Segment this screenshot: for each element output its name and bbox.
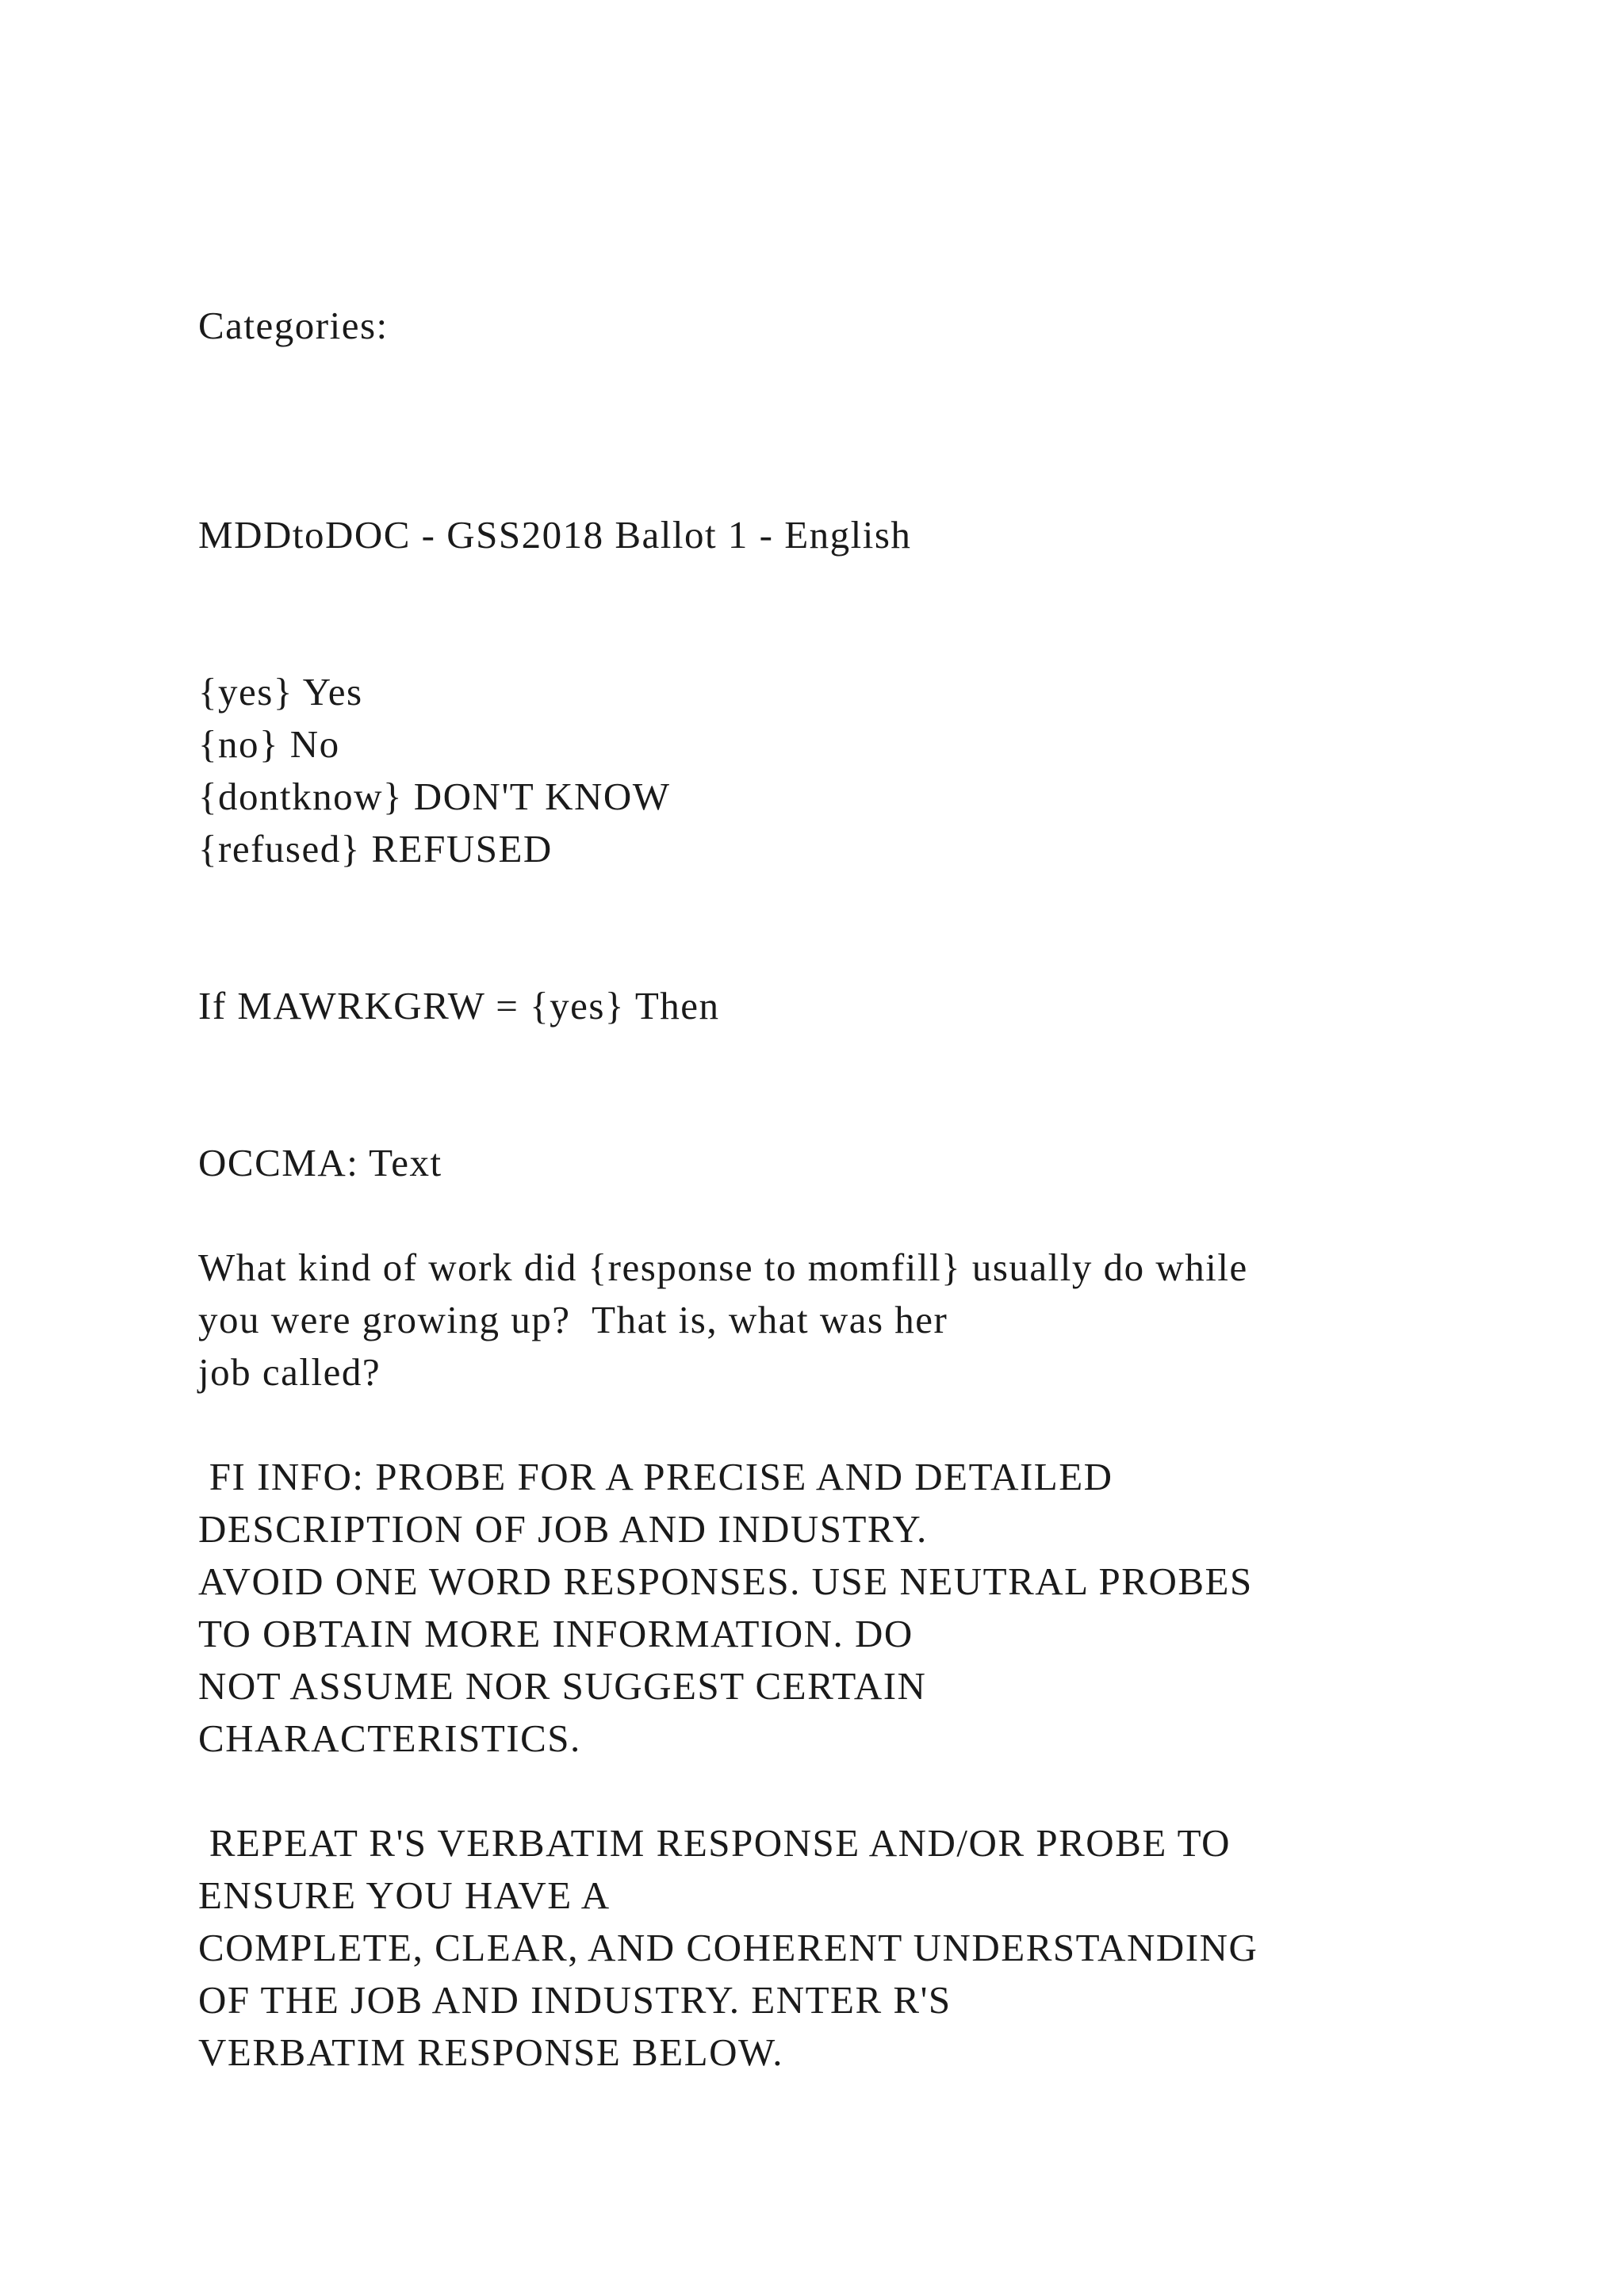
question-line: you were growing up? That is, what was her [198,1298,948,1341]
source-title: MDDtoDOC - GSS2018 Ballot 1 - English [198,513,912,557]
fi-info-line: CHARACTERISTICS. [198,1716,581,1760]
repeat-line: OF THE JOB AND INDUSTRY. ENTER R'S [198,1978,952,2022]
variable-label: OCCMA: Text [198,1141,442,1184]
option-dontknow: {dontknow} DON'T KNOW [198,775,671,818]
repeat-line: REPEAT R'S VERBATIM RESPONSE AND/OR PROBE TO [198,1821,1231,1865]
option-refused: {refused} REFUSED [198,827,553,871]
option-no: {no} No [198,722,340,766]
question-line: job called? [198,1350,381,1394]
repeat-line: ENSURE YOU HAVE A [198,1873,611,1917]
repeat-line: VERBATIM RESPONSE BELOW. [198,2030,783,2074]
fi-info-line: AVOID ONE WORD RESPONSES. USE NEUTRAL PROBES [198,1559,1253,1603]
option-yes: {yes} Yes [198,670,363,714]
repeat-line: COMPLETE, CLEAR, AND COHERENT UNDERSTANDING [198,1926,1258,1969]
fi-info-line: FI INFO: PROBE FOR A PRECISE AND DETAILED [198,1455,1113,1498]
condition-line: If MAWRKGRW = {yes} Then [198,984,720,1027]
fi-info-line: NOT ASSUME NOR SUGGEST CERTAIN [198,1664,927,1708]
fi-info-line: TO OBTAIN MORE INFORMATION. DO [198,1612,914,1655]
question-line: What kind of work did {response to momfill} usually do while [198,1246,1248,1289]
categories-label: Categories: [198,304,389,347]
fi-info-line: DESCRIPTION OF JOB AND INDUSTRY. [198,1507,928,1551]
